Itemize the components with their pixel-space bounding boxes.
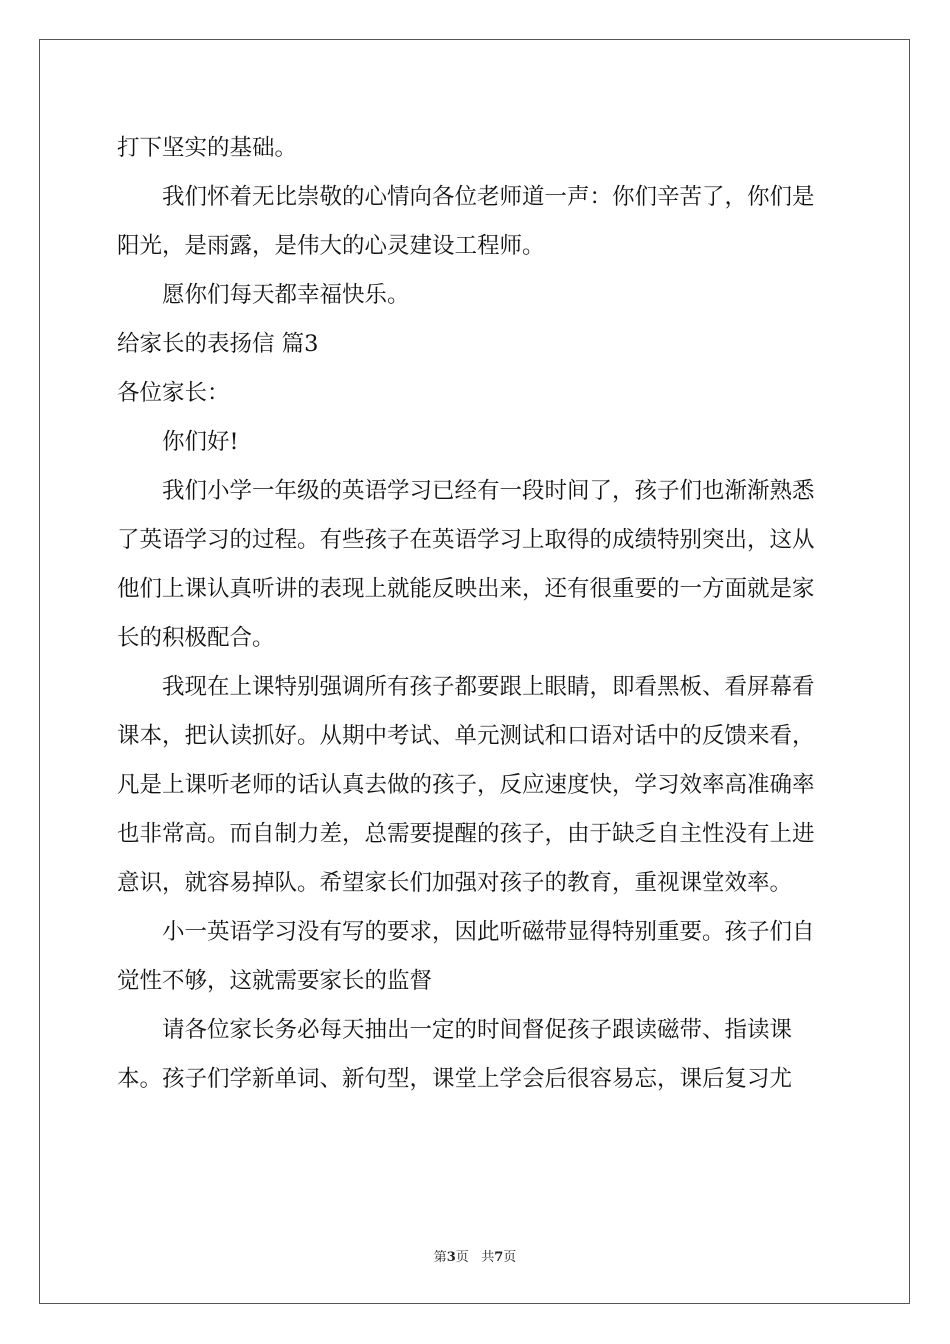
greeting: 你们好! (162, 429, 239, 455)
total-prefix: 共 (481, 1250, 495, 1265)
paragraph: 愿你们每天都幸福快乐。 (162, 282, 410, 308)
page-footer (0, 1246, 950, 1265)
paragraph: 小一英语学习没有写的要求，因此听磁带显得特别重要。孩子们自觉性不够，这就需要家长的监督 (117, 919, 815, 994)
document-body (117, 124, 833, 1104)
total-pages: 7 (494, 1250, 504, 1265)
paragraph: 我现在上课特别强调所有孩子都要跟上眼睛，即看黑板、看屏幕看课本，把认读抓好。从期中考试、单元测试和口语对话中的反馈来看，凡是上课听老师的话认真去做的孩子，反应速度快，学习效率高准确率也非常高。而自制力差，总需要提醒的孩子，由于缺乏自主性没有上进意识，就容易掉队。希望家长们加强对孩子的教育，重视课堂效率。 (117, 674, 815, 896)
page-number: 3 (446, 1250, 456, 1265)
page-prefix: 第 (433, 1250, 447, 1265)
page-suffix: 页 (455, 1250, 469, 1265)
paragraph: 打下坚实的基础。 (117, 135, 298, 161)
section-heading: 给家长的表扬信 篇3 (117, 331, 319, 357)
salutation: 各位家长： (117, 380, 230, 406)
paragraph: 请各位家长务必每天抽出一定的时间督促孩子跟读磁带、指读课本。孩子们学新单词、新句型，课堂上学会后很容易忘，课后复习尤 (117, 1017, 793, 1092)
paragraph: 我们小学一年级的英语学习已经有一段时间了，孩子们也渐渐熟悉了英语学习的过程。有些孩子在英语学习上取得的成绩特别突出，这从他们上课认真听讲的表现上就能反映出来，还有很重要的一方面就是家长的积极配合。 (117, 478, 815, 651)
paragraph: 我们怀着无比崇敬的心情向各位老师道一声：你们辛苦了，你们是阳光，是雨露，是伟大的心灵建设工程师。 (117, 184, 815, 259)
total-suffix: 页 (503, 1250, 517, 1265)
